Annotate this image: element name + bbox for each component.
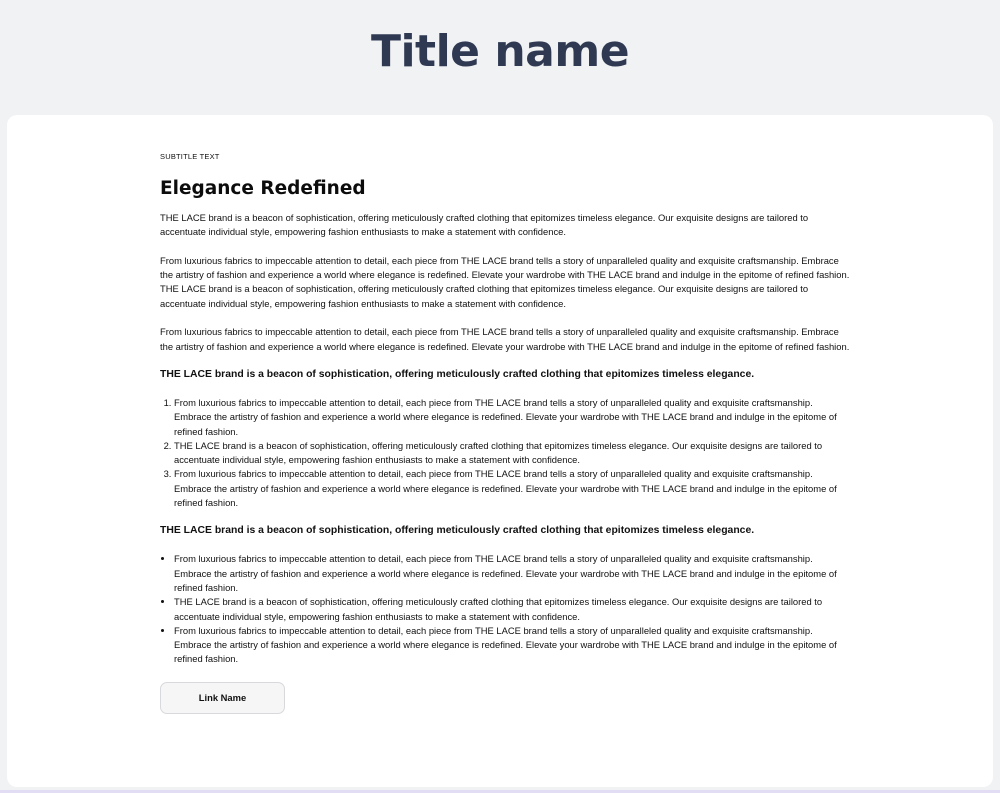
unordered-list	[160, 552, 850, 666]
subtitle-text: SUBTITLE TEXT	[160, 152, 220, 161]
section-heading: Elegance Redefined	[160, 178, 366, 199]
page-title: Title name	[370, 26, 630, 77]
paragraph: From luxurious fabrics to impeccable attention to detail, each piece from THE LACE brand tells a story of unparalleled quality and exquisite craftsmanship. Embrace the artistry of fashion and experience a world where elegance is redefined. Elevate your wardrobe with THE LACE brand and indulge in the epitome of refined fashion.	[160, 326, 850, 352]
list-item: • THE LACE brand is a beacon of sophistication, offering meticulously crafted clothing that epitomizes timeless elegance. Our exquisite designs are tailored to accentuate individual style, empowering fashion enthusiasts to make a statement with confidence.	[174, 595, 850, 624]
list-item: • From luxurious fabrics to impeccable attention to detail, each piece from THE LACE brand tells a story of unparalleled quality and exquisite craftsmanship. Embrace the artistry of fashion and experience a world where elegance is redefined. Elevate your wardrobe with THE LACE brand and indulge in the epitome of refined fashion.	[174, 552, 850, 595]
paragraph: From luxurious fabrics to impeccable attention to detail, each piece from THE LACE brand tells a story of unparalleled quality and exquisite craftsmanship. Embrace the artistry of fashion and experience a world where elegance is redefined. Elevate your wardrobe with THE LACE brand and indulge in the epitome of refined fashion.	[160, 254, 850, 281]
paragraph: THE LACE brand is a beacon of sophistication, offering meticulously crafted clothing that epitomizes timeless elegance. Our exquisite designs are tailored to accentuate individual style, empowering fashion enthusiasts to make a statement with confidence.	[160, 212, 809, 238]
unordered-list-heading: THE LACE brand is a beacon of sophistication, offering meticulously crafted clothing that epitomizes timeless elegance.	[160, 525, 755, 537]
content-card	[7, 115, 993, 787]
article-content	[160, 152, 850, 714]
ordered-list	[160, 396, 850, 510]
list-item: 2. THE LACE brand is a beacon of sophistication, offering meticulously crafted clothing that epitomizes timeless elegance. Our exquisite designs are tailored to accentuate individual style, empowering fashion enthusiasts to make a statement with confidence.	[174, 439, 850, 468]
list-item: 1. From luxurious fabrics to impeccable attention to detail, each piece from THE LACE brand tells a story of unparalleled quality and exquisite craftsmanship. Embrace the artistry of fashion and experience a world where elegance is redefined. Elevate your wardrobe with THE LACE brand and indulge in the epitome of refined fashion.	[174, 396, 850, 439]
list-item: 3. From luxurious fabrics to impeccable attention to detail, each piece from THE LACE brand tells a story of unparalleled quality and exquisite craftsmanship. Embrace the artistry of fashion and experience a world where elegance is redefined. Elevate your wardrobe with THE LACE brand and indulge in the epitome of refined fashion.	[174, 467, 850, 510]
ordered-list-heading: THE LACE brand is a beacon of sophistication, offering meticulously crafted clothing that epitomizes timeless elegance.	[160, 368, 755, 380]
list-item: • From luxurious fabrics to impeccable attention to detail, each piece from THE LACE brand tells a story of unparalleled quality and exquisite craftsmanship. Embrace the artistry of fashion and experience a world where elegance is redefined. Elevate your wardrobe with THE LACE brand and indulge in the epitome of refined fashion.	[174, 624, 850, 667]
link-button[interactable]: Link Name	[160, 682, 285, 714]
paragraph: THE LACE brand is a beacon of sophistication, offering meticulously crafted clothing that epitomizes timeless elegance. Our exquisite designs are tailored to accentuate individual style, empowering fashion enthusiasts to make a statement with confidence.	[160, 283, 809, 309]
